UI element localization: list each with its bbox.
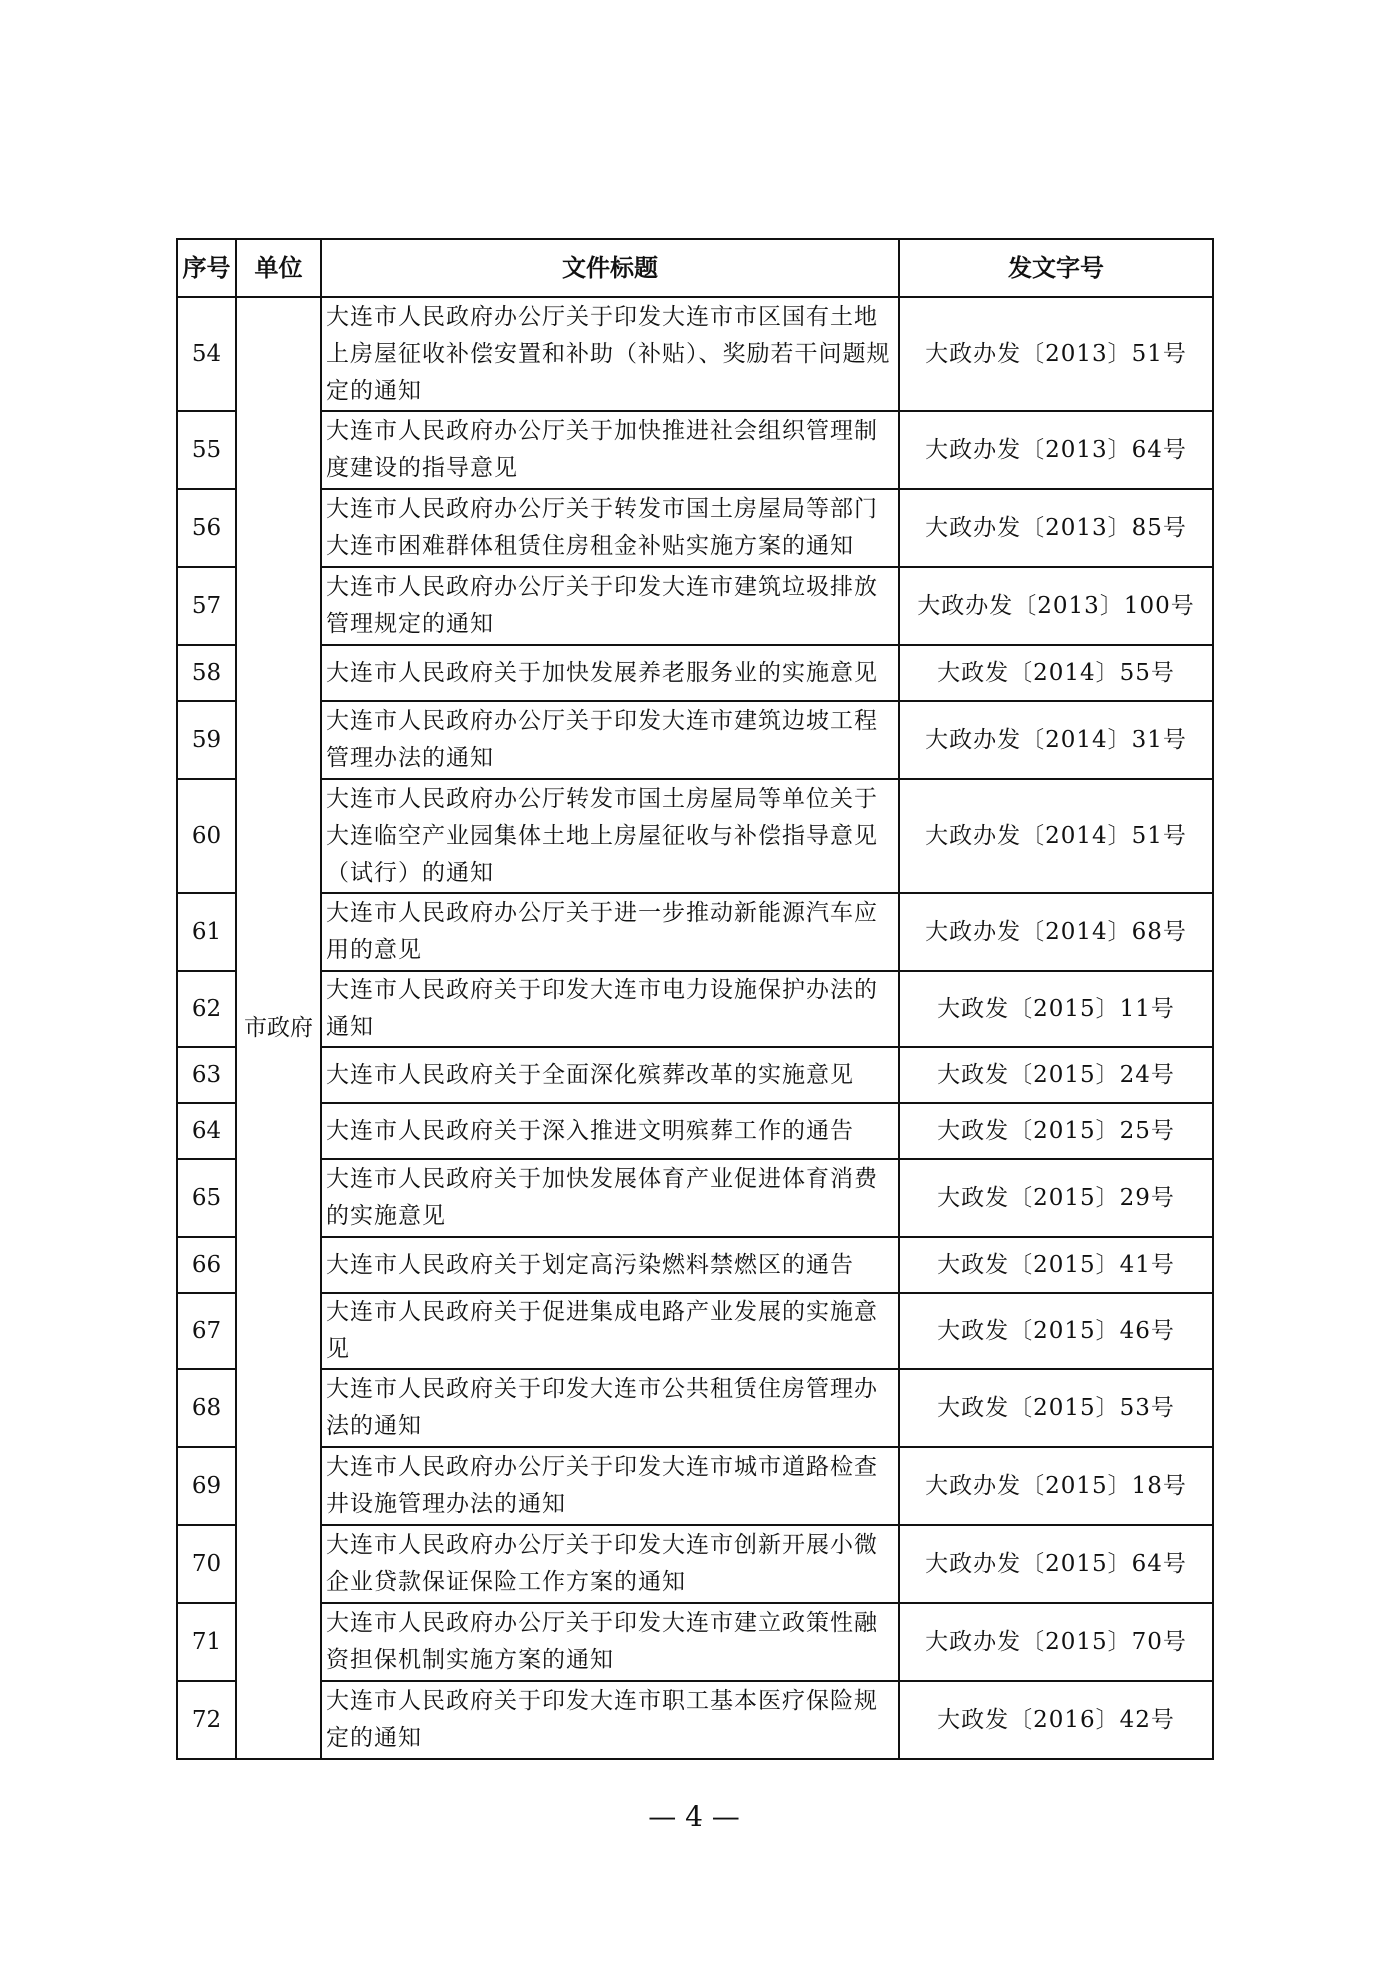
row-doc-no: 大政发〔2015〕11号 [899, 971, 1213, 1047]
row-title: 大连市人民政府办公厅关于印发大连市建筑边坡工程管理办法的通知 [321, 701, 899, 779]
table-row [177, 701, 1213, 779]
row-title: 大连市人民政府办公厅关于印发大连市市区国有土地上房屋征收补偿安置和补助（补贴）、奖励若干问题规定的通知 [321, 297, 899, 411]
row-doc-no: 大政发〔2014〕55号 [899, 645, 1213, 701]
table-row [177, 971, 1213, 1047]
row-title: 大连市人民政府办公厅关于印发大连市创新开展小微企业贷款保证保险工作方案的通知 [321, 1525, 899, 1603]
row-title: 大连市人民政府办公厅关于转发市国土房屋局等部门大连市困难群体租赁住房租金补贴实施方案的通知 [321, 489, 899, 567]
row-title: 大连市人民政府办公厅转发市国土房屋局等单位关于大连临空产业园集体土地上房屋征收与补偿指导意见（试行）的通知 [321, 779, 899, 893]
table-row [177, 1047, 1213, 1103]
row-doc-no: 大政发〔2015〕29号 [899, 1159, 1213, 1237]
row-doc-no: 大政办发〔2015〕18号 [899, 1447, 1213, 1525]
row-doc-no: 大政办发〔2014〕68号 [899, 893, 1213, 971]
row-index: 71 [177, 1603, 236, 1681]
row-doc-no: 大政发〔2015〕41号 [899, 1237, 1213, 1293]
row-doc-no: 大政办发〔2014〕51号 [899, 779, 1213, 893]
row-index: 54 [177, 297, 236, 411]
row-index: 58 [177, 645, 236, 701]
table-row [177, 645, 1213, 701]
table-header-row [177, 239, 1213, 297]
row-index: 63 [177, 1047, 236, 1103]
row-index: 67 [177, 1293, 236, 1369]
header-doc-no: 发文字号 [899, 239, 1213, 297]
page-number: — 4 — [648, 1800, 740, 1833]
row-doc-no: 大政办发〔2015〕64号 [899, 1525, 1213, 1603]
row-doc-no: 大政发〔2016〕42号 [899, 1681, 1213, 1759]
table-row [177, 411, 1213, 489]
table-row [177, 567, 1213, 645]
document-table [176, 238, 1214, 1760]
header-index: 序号 [177, 239, 236, 297]
row-doc-no: 大政办发〔2013〕51号 [899, 297, 1213, 411]
table-body [177, 297, 1213, 1759]
row-index: 68 [177, 1369, 236, 1447]
row-doc-no: 大政办发〔2013〕100号 [899, 567, 1213, 645]
unit-cell: 市政府 [236, 297, 321, 1759]
header-title: 文件标题 [321, 239, 899, 297]
table-row [177, 1681, 1213, 1759]
table-row [177, 489, 1213, 567]
table-row [177, 1369, 1213, 1447]
table-row [177, 1237, 1213, 1293]
row-index: 55 [177, 411, 236, 489]
row-title: 大连市人民政府关于加快发展体育产业促进体育消费的实施意见 [321, 1159, 899, 1237]
row-doc-no: 大政办发〔2015〕70号 [899, 1603, 1213, 1681]
row-doc-no: 大政办发〔2013〕64号 [899, 411, 1213, 489]
table-row [177, 297, 1213, 411]
table-row [177, 1525, 1213, 1603]
row-index: 61 [177, 893, 236, 971]
row-doc-no: 大政发〔2015〕53号 [899, 1369, 1213, 1447]
row-title: 大连市人民政府办公厅关于进一步推动新能源汽车应用的意见 [321, 893, 899, 971]
row-index: 65 [177, 1159, 236, 1237]
row-doc-no: 大政办发〔2013〕85号 [899, 489, 1213, 567]
row-title: 大连市人民政府关于深入推进文明殡葬工作的通告 [321, 1103, 899, 1159]
row-doc-no: 大政发〔2015〕25号 [899, 1103, 1213, 1159]
row-index: 66 [177, 1237, 236, 1293]
row-index: 57 [177, 567, 236, 645]
row-title: 大连市人民政府办公厅关于加快推进社会组织管理制度建设的指导意见 [321, 411, 899, 489]
table-row [177, 1603, 1213, 1681]
table-row [177, 1447, 1213, 1525]
row-index: 70 [177, 1525, 236, 1603]
row-title: 大连市人民政府关于印发大连市职工基本医疗保险规定的通知 [321, 1681, 899, 1759]
table-row [177, 779, 1213, 893]
row-title: 大连市人民政府办公厅关于印发大连市城市道路检查井设施管理办法的通知 [321, 1447, 899, 1525]
row-index: 62 [177, 971, 236, 1047]
row-title: 大连市人民政府办公厅关于印发大连市建立政策性融资担保机制实施方案的通知 [321, 1603, 899, 1681]
table-row [177, 1103, 1213, 1159]
row-doc-no: 大政发〔2015〕24号 [899, 1047, 1213, 1103]
row-title: 大连市人民政府关于促进集成电路产业发展的实施意见 [321, 1293, 899, 1369]
row-index: 56 [177, 489, 236, 567]
table-row [177, 893, 1213, 971]
table-row [177, 1293, 1213, 1369]
row-title: 大连市人民政府关于划定高污染燃料禁燃区的通告 [321, 1237, 899, 1293]
row-index: 59 [177, 701, 236, 779]
header-unit: 单位 [236, 239, 321, 297]
row-title: 大连市人民政府关于印发大连市公共租赁住房管理办法的通知 [321, 1369, 899, 1447]
row-index: 69 [177, 1447, 236, 1525]
row-index: 72 [177, 1681, 236, 1759]
row-index: 60 [177, 779, 236, 893]
table-row [177, 1159, 1213, 1237]
row-doc-no: 大政办发〔2014〕31号 [899, 701, 1213, 779]
row-title: 大连市人民政府办公厅关于印发大连市建筑垃圾排放管理规定的通知 [321, 567, 899, 645]
row-index: 64 [177, 1103, 236, 1159]
row-doc-no: 大政发〔2015〕46号 [899, 1293, 1213, 1369]
row-title: 大连市人民政府关于全面深化殡葬改革的实施意见 [321, 1047, 899, 1103]
row-title: 大连市人民政府关于加快发展养老服务业的实施意见 [321, 645, 899, 701]
row-title: 大连市人民政府关于印发大连市电力设施保护办法的通知 [321, 971, 899, 1047]
